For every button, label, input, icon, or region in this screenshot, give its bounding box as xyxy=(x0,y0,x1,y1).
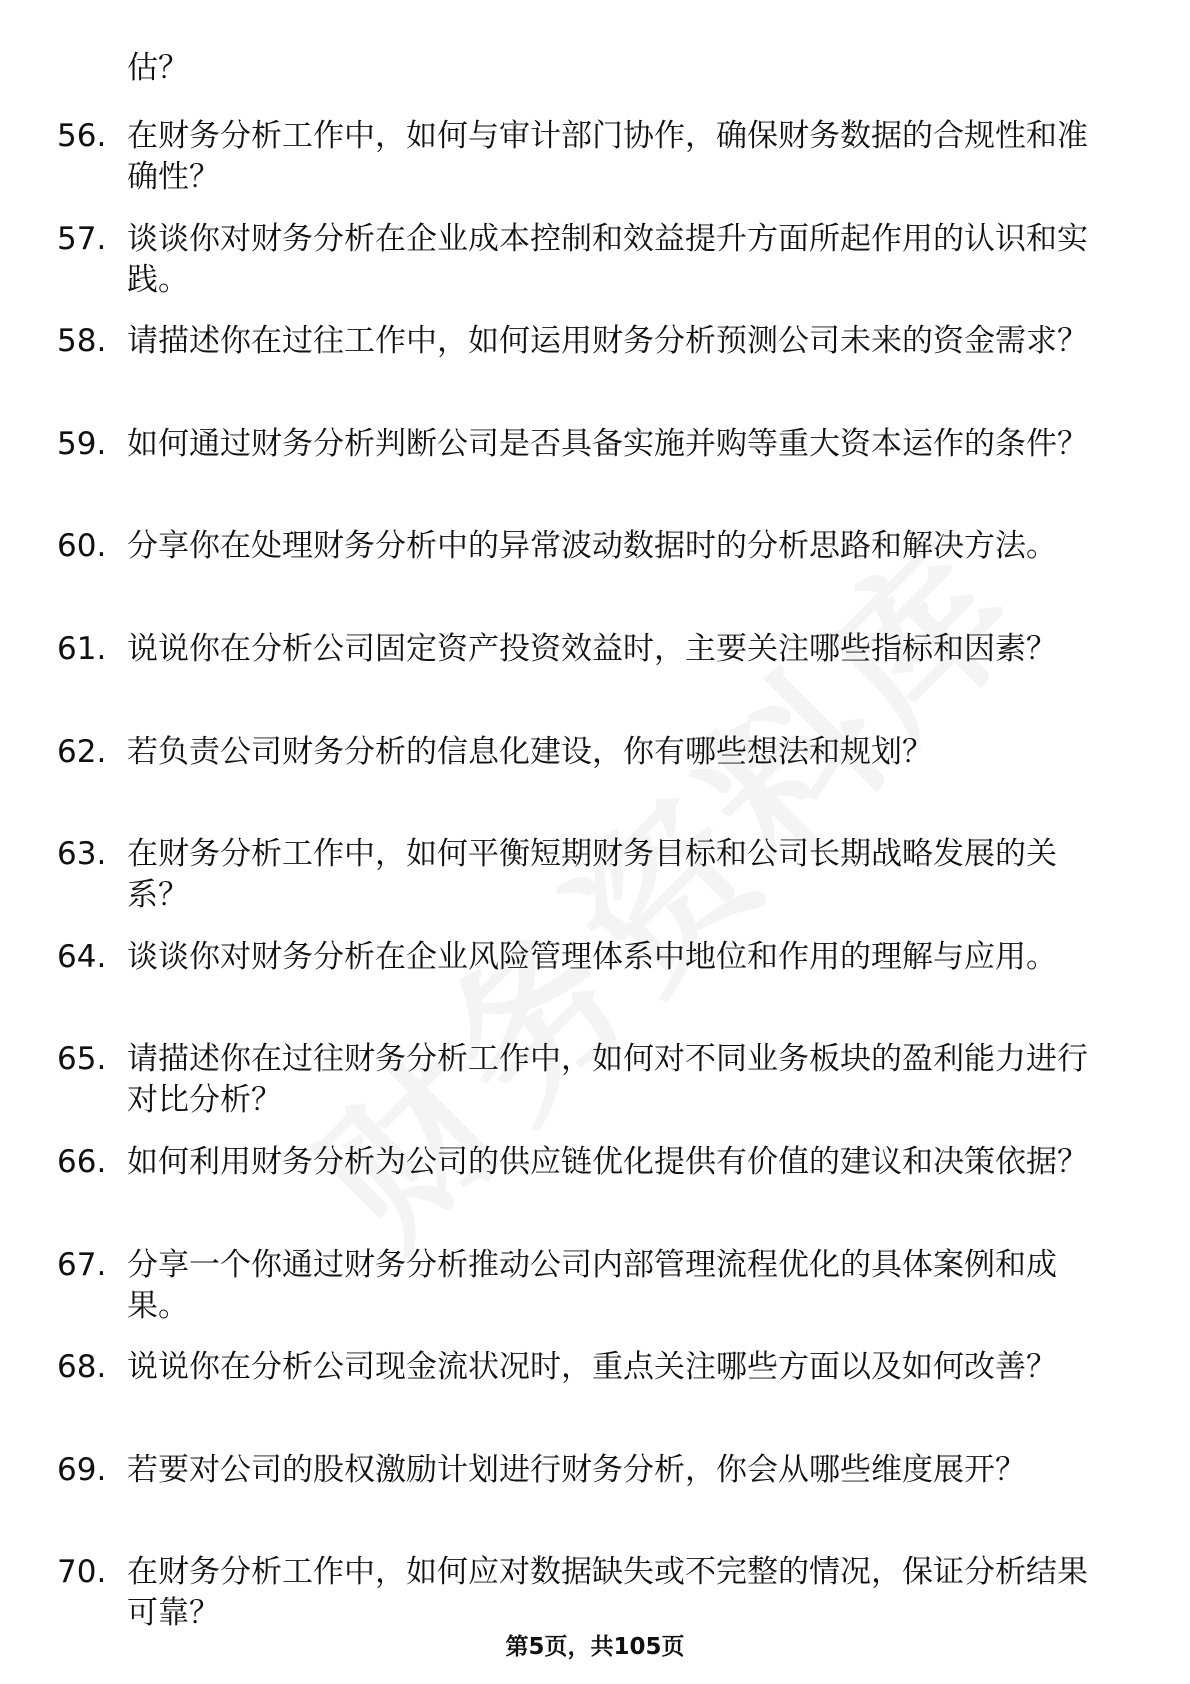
question-item xyxy=(0,834,1190,937)
question-list xyxy=(0,116,1190,1655)
question-item xyxy=(0,629,1190,732)
question-text: 谈谈你对财务分析在企业风险管理体系中地位和作用的理解与应用。 xyxy=(127,938,1057,975)
question-text: 若负责公司财务分析的信息化建设，你有哪些想法和规划？ xyxy=(127,733,933,770)
question-number: 62. xyxy=(57,733,107,770)
question-item xyxy=(0,424,1190,527)
question-item xyxy=(0,321,1190,424)
question-text: 说说你在分析公司固定资产投资效益时，主要关注哪些指标和因素？ xyxy=(127,630,1057,667)
question-number: 59. xyxy=(57,425,107,462)
question-number: 67. xyxy=(57,1246,107,1283)
question-number: 56. xyxy=(57,118,107,154)
question-number: 61. xyxy=(57,630,107,667)
question-text: 请描述你在过往工作中，如何运用财务分析预测公司未来的资金需求？ xyxy=(127,323,1088,360)
question-item xyxy=(0,937,1190,1040)
question-number: 63. xyxy=(57,836,107,873)
question-item xyxy=(0,1245,1190,1348)
continuation-text: 估？ xyxy=(127,50,189,86)
question-number: 65. xyxy=(57,1041,107,1078)
question-number: 57. xyxy=(57,220,107,257)
question-number: 64. xyxy=(57,938,107,975)
question-text: 说说你在分析公司现金流状况时，重点关注哪些方面以及如何改善？ xyxy=(127,1349,1057,1386)
question-number: 58. xyxy=(57,323,107,360)
question-text: 在财务分析工作中，如何平衡短期财务目标和公司长期战略发展的关系？ xyxy=(127,836,1057,914)
question-text: 请描述你在过往财务分析工作中，如何对不同业务板块的盈利能力进行对比分析？ xyxy=(127,1041,1088,1119)
question-number: 70. xyxy=(57,1554,107,1591)
question-item xyxy=(0,1142,1190,1245)
question-text: 如何通过财务分析判断公司是否具备实施并购等重大资本运作的条件？ xyxy=(127,425,1088,462)
page-footer: 第5页，共105页 xyxy=(505,1634,685,1660)
question-text: 分享一个你通过财务分析推动公司内部管理流程优化的具体案例和成果。 xyxy=(127,1246,1057,1324)
question-item xyxy=(0,1039,1190,1142)
question-number: 60. xyxy=(57,528,107,565)
question-item xyxy=(0,116,1190,219)
question-item xyxy=(0,732,1190,835)
question-text: 若要对公司的股权激励计划进行财务分析，你会从哪些维度展开？ xyxy=(127,1451,1026,1488)
question-text: 在财务分析工作中，如何与审计部门协作，确保财务数据的合规性和准确性？ xyxy=(127,118,1088,195)
question-item xyxy=(0,1347,1190,1450)
question-number: 68. xyxy=(57,1349,107,1386)
question-text: 谈谈你对财务分析在企业成本控制和效益提升方面所起作用的认识和实践。 xyxy=(127,220,1088,298)
question-text: 如何利用财务分析为公司的供应链优化提供有价值的建议和决策依据？ xyxy=(127,1143,1088,1180)
question-number: 69. xyxy=(57,1451,107,1488)
question-text: 在财务分析工作中，如何应对数据缺失或不完整的情况，保证分析结果可靠？ xyxy=(127,1554,1088,1632)
question-text: 分享你在处理财务分析中的异常波动数据时的分析思路和解决方法。 xyxy=(127,528,1057,565)
question-item xyxy=(0,1450,1190,1553)
question-item xyxy=(0,526,1190,629)
question-item xyxy=(0,219,1190,322)
question-number: 66. xyxy=(57,1143,107,1180)
